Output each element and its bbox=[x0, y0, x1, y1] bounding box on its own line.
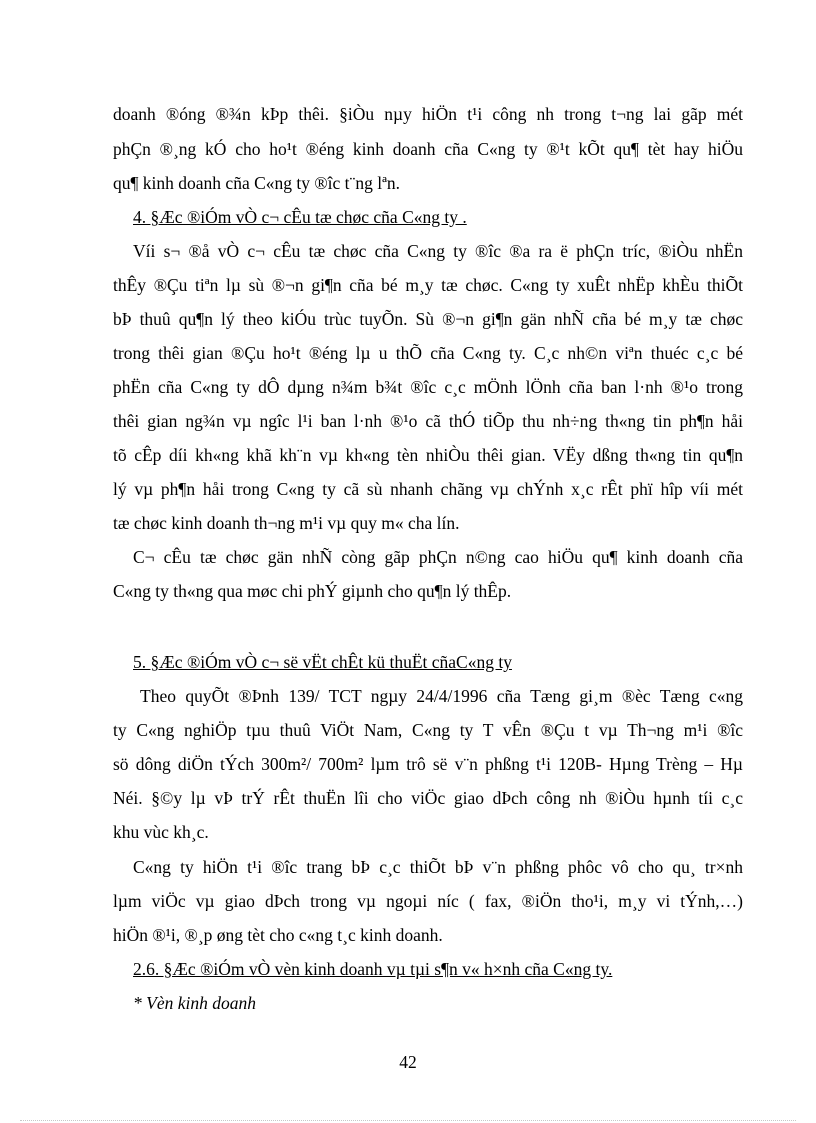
subheading-von-kinh-doanh: * Vèn kinh doanh bbox=[133, 993, 256, 1013]
paragraph-line: tæ chøc kinh doanh th¬ng m¹i vµ quy m« cha lín. bbox=[113, 513, 460, 533]
paragraph-line: thêi gian ng¾n vµ ngîc l¹i ban l·nh ®¹o cã thÓ tiÕp thu nh÷ng th«ng tin ph¶n håi bbox=[113, 411, 743, 431]
paragraph-line: thÊy ®Çu tiªn lµ sù ®¬n gi¶n cña bé m¸y tæ chøc. C«ng ty xuÊt nhËp khÈu thiÕt bbox=[113, 275, 743, 295]
paragraph-line: trong thêi gian ®Çu ho¹t ®éng lµ u thÕ cña C«ng ty. C¸c nh©n viªn thuéc c¸c bé bbox=[113, 343, 743, 363]
paragraph-line: qu¶ kinh doanh cña C«ng ty ®îc t¨ng lªn. bbox=[113, 173, 401, 193]
paragraph-line: ty C«ng nghiÖp tµu thuû ViÖt Nam, C«ng ty T vÊn ®Çu t vµ Th¬ng m¹i ®îc bbox=[113, 720, 743, 740]
paragraph-line: khu vùc kh¸c. bbox=[113, 822, 209, 842]
section-heading-5: 5. §Æc ®iÓm vÒ c¬ së vËt chÊt kü thuËt cñaC«ng ty bbox=[133, 652, 512, 672]
page-number: 42 bbox=[399, 1052, 417, 1072]
page-bottom-divider bbox=[20, 1120, 796, 1121]
paragraph-line: Theo quyÕt ®Þnh 139/ TCT ngµy 24/4/1996 cña Tæng gi¸m ®èc Tæng c«ng bbox=[140, 686, 743, 706]
paragraph-line: lý vµ ph¶n håi trong C«ng ty cã sù nhanh chãng vµ chÝnh x¸c rÊt phï hîp víi mét bbox=[113, 479, 743, 499]
section-heading-2-6: 2.6. §Æc ®iÓm vÒ vèn kinh doanh vµ tµi s¶n v« h×nh cña C«ng ty. bbox=[133, 959, 613, 979]
paragraph-line: bÞ thuû qu¶n lý theo kiÓu trùc tuyÕn. Sù ®¬n gi¶n gän nhÑ cña bé m¸y tæ chøc bbox=[113, 309, 743, 329]
paragraph-line: doanh ®óng ®¾n kÞp thêi. §iÒu nµy hiÖn t¹i công nh trong t¬ng lai gãp mét bbox=[113, 104, 743, 124]
paragraph-line: C«ng ty th«ng qua møc chi phÝ giµnh cho qu¶n lý thÊp. bbox=[113, 581, 512, 601]
paragraph-line: C«ng ty hiÖn t¹i ®îc trang bÞ c¸c thiÕt bÞ v¨n phßng phôc vô cho qu¸ tr×nh bbox=[133, 857, 743, 877]
paragraph-line: Víi s¬ ®å vÒ c¬ cÊu tæ chøc cña C«ng ty ®îc ®a ra ë phÇn tríc, ®iÒu nhËn bbox=[133, 241, 743, 261]
paragraph-line: sö dông diÖn tÝch 300m²/ 700m² lµm trô së v¨n phßng t¹i 120B- Hµng Trèng – Hµ bbox=[113, 754, 743, 774]
paragraph-line: phÇn ®¸ng kÓ cho ho¹t ®éng kinh doanh cña C«ng ty ®¹t kÕt qu¶ tèt hay hiÖu bbox=[113, 139, 743, 159]
paragraph-line: tõ cÊp díi kh«ng khã kh¨n vµ kh«ng tèn nhiÒu thêi gian. VËy dßng th«ng tin qu¶n bbox=[113, 445, 743, 465]
section-heading-4: 4. §Æc ®iÓm vÒ c¬ cÊu tæ chøc cña C«ng ty . bbox=[133, 207, 467, 227]
paragraph-line: hiÖn ®¹i, ®¸p øng tèt cho c«ng t¸c kinh doanh. bbox=[113, 925, 443, 945]
paragraph-line: C¬ cÊu tæ chøc gän nhÑ còng gãp phÇn n©ng cao hiÖu qu¶ kinh doanh cña bbox=[133, 547, 743, 567]
paragraph-line: phËn cña C«ng ty dÔ dµng n¾m b¾t ®îc c¸c mÖnh lÖnh cña ban l·nh ®¹o trong bbox=[113, 377, 743, 397]
paragraph-line: lµm viÖc vµ giao dÞch trong vµ ngoµi níc ( fax, ®iÖn tho¹i, m¸y vi tÝnh,…) bbox=[113, 891, 743, 911]
paragraph-line: Néi. §©y lµ vÞ trÝ rÊt thuËn lîi cho viÖc giao dÞch công nh ®iÒu hµnh tíi c¸c bbox=[113, 788, 743, 808]
